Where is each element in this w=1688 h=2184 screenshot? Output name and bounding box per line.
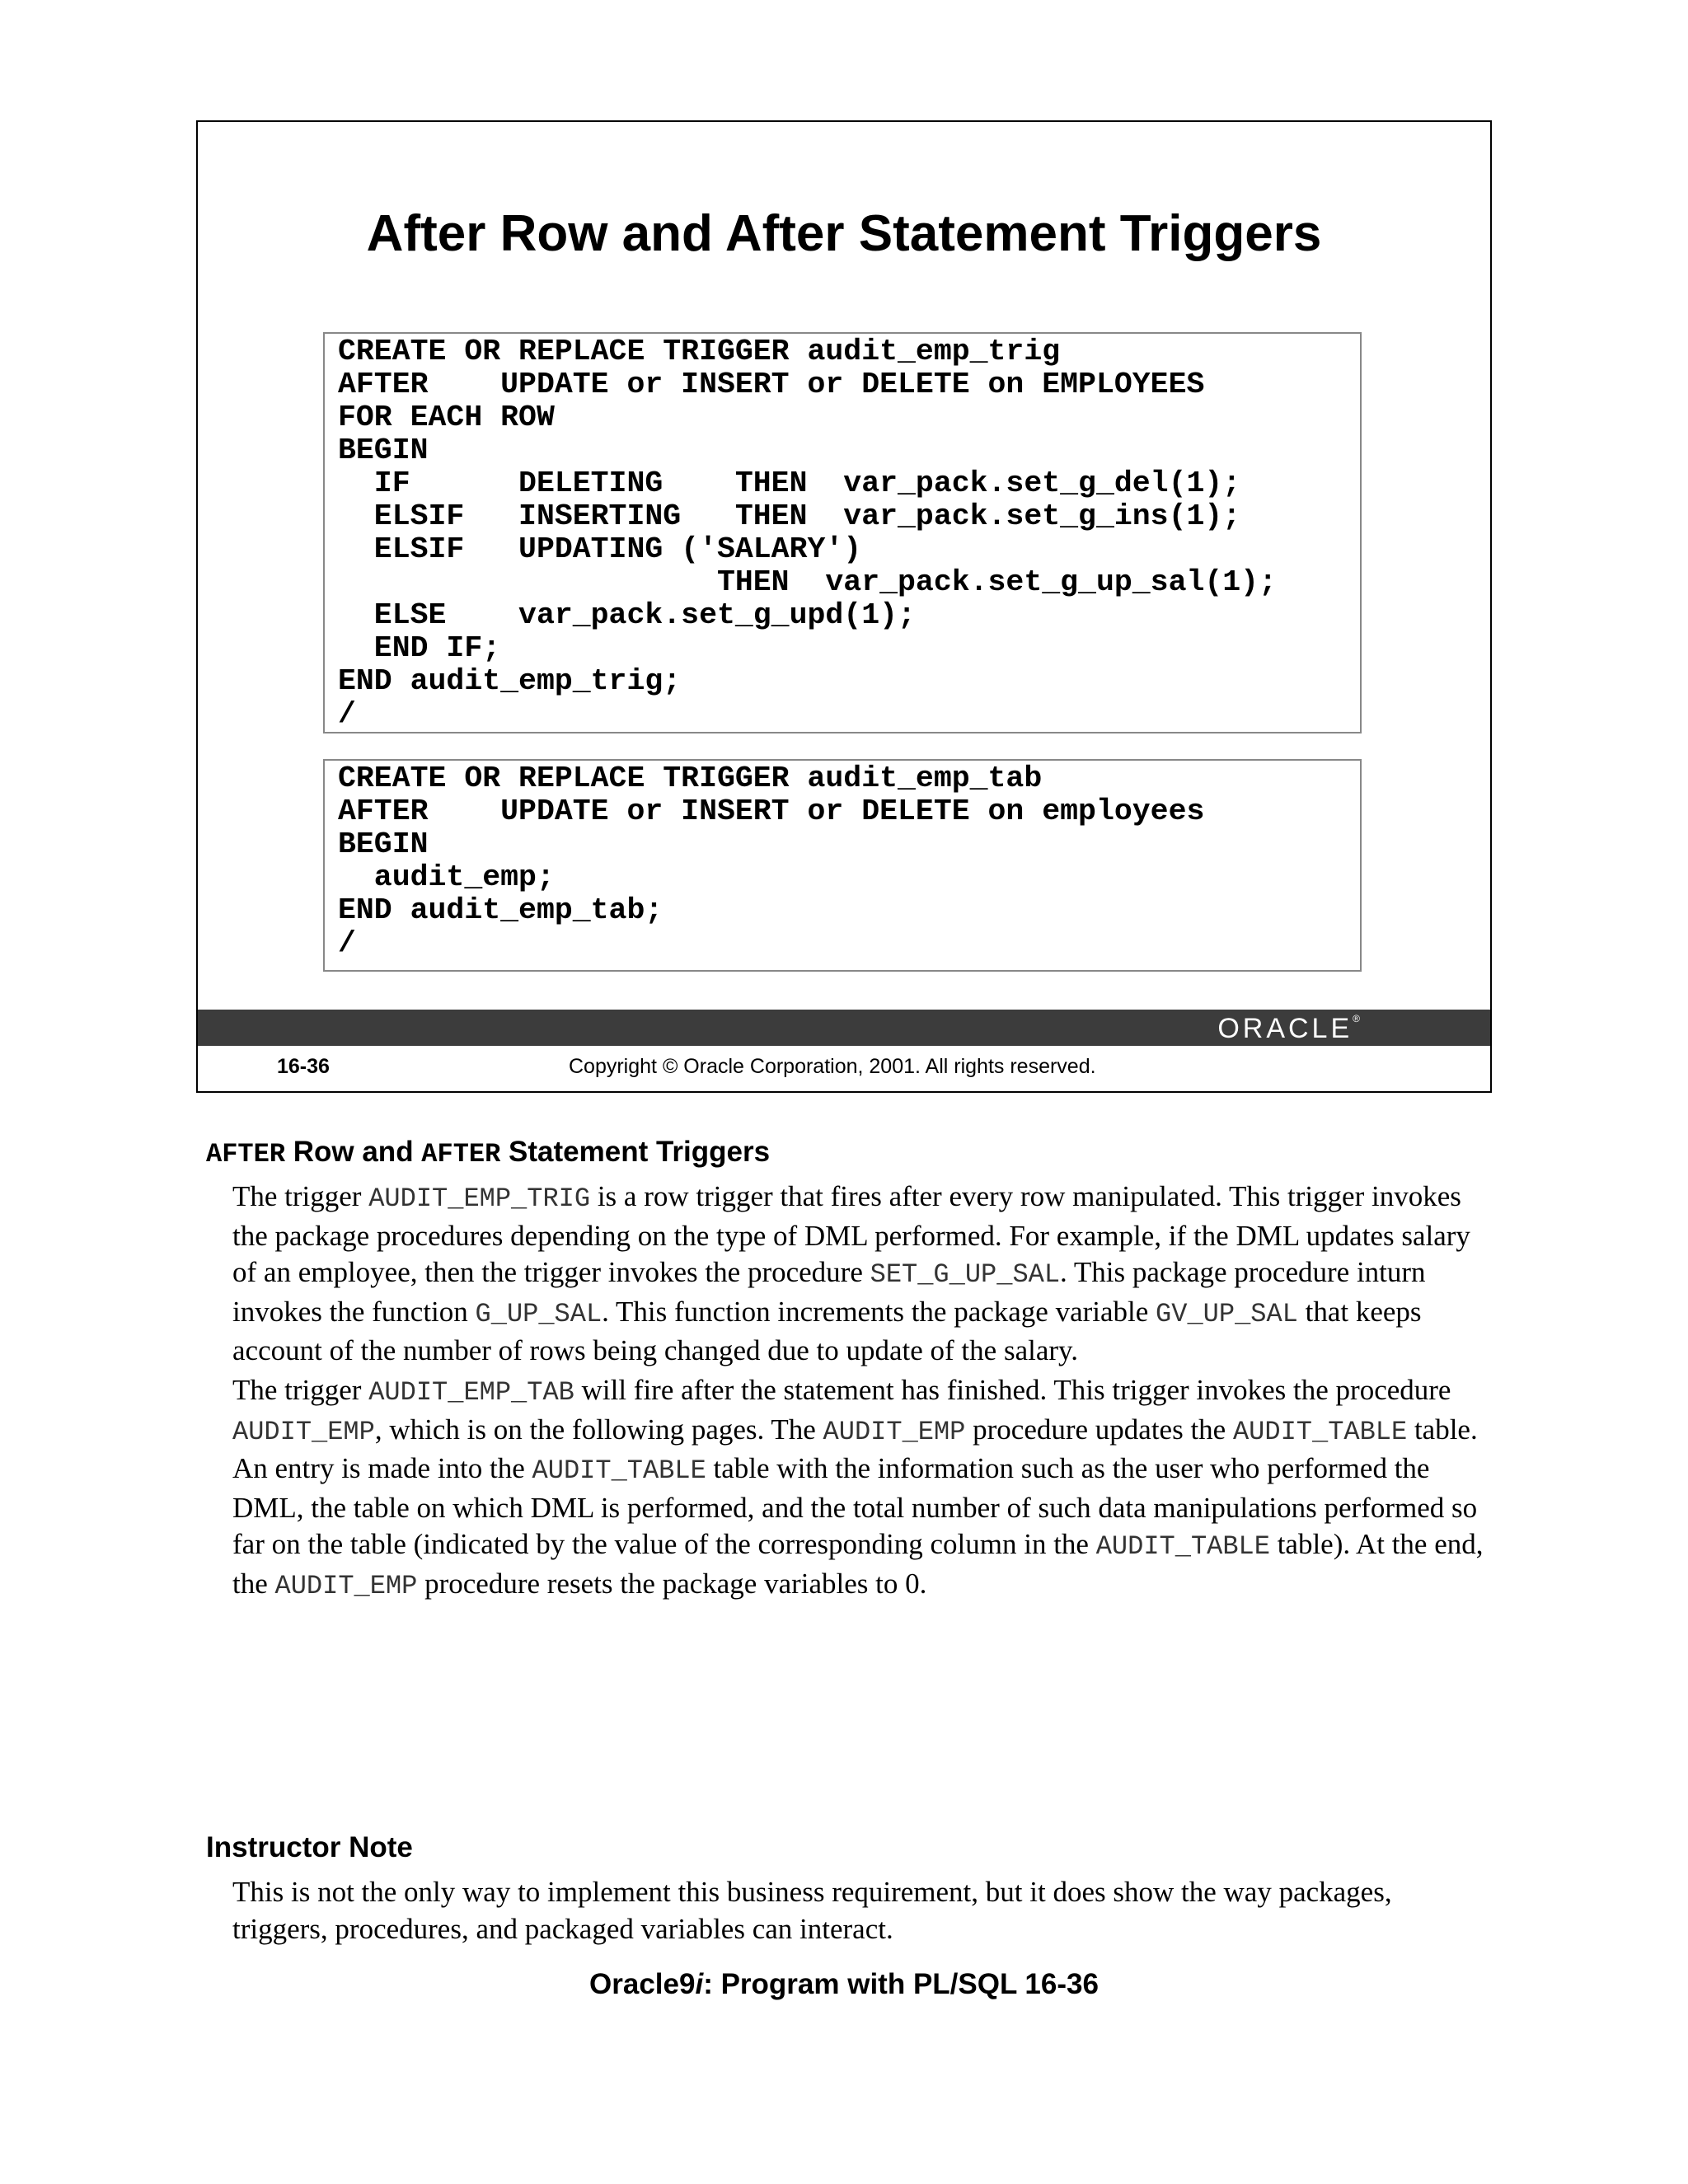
- heading-text-end: Statement Triggers: [500, 1136, 771, 1168]
- text-run: . This function increments the package variable: [602, 1295, 1156, 1328]
- section-heading: [206, 1136, 770, 1169]
- text-run: procedure resets the package variables to 0.: [417, 1567, 927, 1600]
- copyright-notice: Copyright © Oracle Corporation, 2001. All rights reserved.: [569, 1055, 1096, 1078]
- slide-number: 16-36: [277, 1055, 330, 1078]
- heading-text: Row and: [285, 1136, 422, 1168]
- instructor-note-heading: Instructor Note: [206, 1831, 413, 1863]
- paragraph-row-trigger: [232, 1179, 1485, 1370]
- code-block-row-trigger: [323, 332, 1362, 733]
- text-run: , which is on the following pages. The: [374, 1413, 823, 1446]
- code-term: AUDIT_TABLE: [1232, 1416, 1408, 1447]
- text-run: table with the information such as the user who performed the DML, the table on which DML is performed, and the total number of such data manipulations performed so far on the table (indicated by the value of the corresponding column in the: [232, 1452, 1478, 1561]
- text-run: that keeps account of the number of rows being changed due to update of the salary.: [232, 1295, 1422, 1367]
- text-run: procedure updates the: [965, 1413, 1233, 1446]
- heading-keyword-after: AFTER: [206, 1139, 286, 1169]
- text-run: table. An entry is made into the: [232, 1413, 1478, 1485]
- text-run: The trigger: [232, 1374, 369, 1406]
- footer-text-end: : Program with PL/SQL 16-36: [703, 1968, 1099, 2000]
- code-term: GV_UP_SAL: [1156, 1298, 1298, 1329]
- registered-mark: ®: [1353, 1013, 1360, 1024]
- code-term: SET_G_UP_SAL: [870, 1259, 1061, 1291]
- text-run: The trigger: [232, 1180, 369, 1212]
- text-run: table). At the end, the: [232, 1528, 1484, 1600]
- oracle-footer-bar: [198, 1010, 1490, 1046]
- heading-keyword-after-2: AFTER: [421, 1139, 501, 1169]
- code-term: AUDIT_TABLE: [532, 1455, 706, 1487]
- footer-italic: i: [695, 1968, 704, 2000]
- text-run: will fire after the statement has finished. This trigger invokes the procedure: [574, 1374, 1451, 1406]
- page-footer: [0, 1968, 1688, 2001]
- oracle-logo: [1217, 1013, 1360, 1045]
- code-term: AUDIT_EMP_TAB: [368, 1377, 574, 1408]
- footer-text: Oracle9: [589, 1968, 696, 2000]
- code-block-statement-trigger: [323, 759, 1362, 972]
- instructor-note-text: This is not the only way to implement this business requirement, but it does show the way packages, triggers, procedures, and packaged variables can interact.: [232, 1876, 1392, 1945]
- code-term: AUDIT_EMP: [823, 1416, 966, 1447]
- code-term: AUDIT_EMP: [232, 1416, 375, 1447]
- code-term: AUDIT_EMP: [274, 1570, 418, 1601]
- text-run: is a row trigger that fires after every row manipulated. This trigger invokes the package procedures depending on the type of DML performed. For example, if the DML updates salary of an employee, then the trigger invokes the procedure: [232, 1180, 1470, 1289]
- code-text-row-trigger: CREATE OR REPLACE TRIGGER audit_emp_trig AFTER UPDATE or INSERT or DELETE on EMPLOYEES FOR EACH ROW BEGIN IF DELETING THEN var_pack.set_g_del(1); ELSIF INSERTING THEN var_pack.set_g_ins(1); ELSIF UPDATING ('SALARY') THEN var_pack.set_g_up_sal(1); ELSE var_pack.set_g_upd(1); END IF; END audit_emp_trig; /: [338, 335, 1277, 731]
- code-text-statement-trigger: CREATE OR REPLACE TRIGGER audit_emp_tab AFTER UPDATE or INSERT or DELETE on employees BEGIN audit_emp; END audit_emp_tab; /: [338, 762, 1205, 960]
- oracle-logo-text: ORACLE: [1217, 1013, 1353, 1044]
- code-term: AUDIT_EMP_TRIG: [368, 1183, 591, 1214]
- paragraph-statement-trigger: [232, 1372, 1485, 1605]
- slide-frame: [196, 120, 1492, 1093]
- code-term: G_UP_SAL: [475, 1298, 603, 1329]
- code-term: AUDIT_TABLE: [1095, 1531, 1270, 1563]
- text-run: . This package procedure inturn invokes the function: [232, 1256, 1426, 1328]
- slide-title: After Row and After Statement Triggers: [366, 205, 1322, 262]
